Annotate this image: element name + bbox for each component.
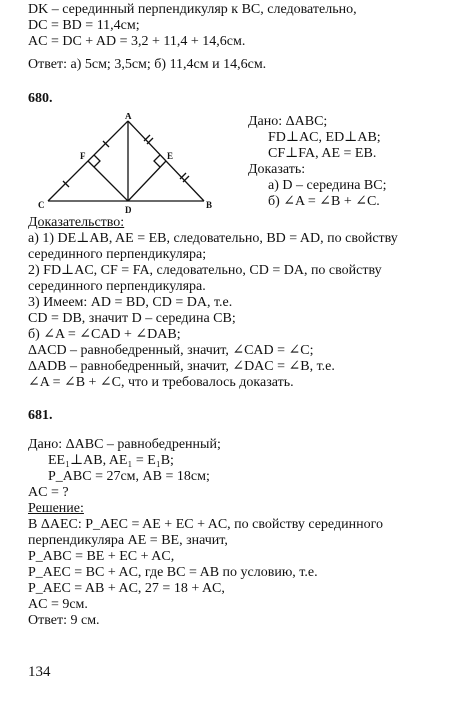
solution-line: P_AEC = BC + AC, где BC = AB по условию, т.е. [28, 565, 318, 580]
proof-line: б) ∠A = ∠CAD + ∠DAB; [28, 327, 181, 342]
solution-heading: Решение: [28, 501, 84, 516]
problem-number-681: 681. [28, 408, 53, 423]
solution-line: AC = 9см. [28, 597, 88, 612]
proof-line: а) 1) DE⊥AB, AE = EB, следовательно, BD = AD, по свойству [28, 231, 398, 246]
proof-line: ΔACD – равнобедренный, значит, ∠CAD = ∠C; [28, 343, 314, 358]
proof-line: серединного перпендикуляра; [28, 247, 207, 262]
triangle-figure [36, 113, 226, 215]
proof-heading: Доказательство: [28, 215, 125, 230]
solution-line: перпендикуляра AE = BE, значит, [28, 533, 228, 548]
page-number: 134 [28, 664, 51, 680]
prove-label: Доказать: [248, 162, 306, 177]
proof-line: серединного перпендикуляра. [28, 279, 206, 294]
text-line: DC = BD = 11,4см; [28, 18, 140, 33]
given-line: EE₁⊥AB, AE₁ = E₁B; [48, 453, 174, 468]
proof-line: CD = DB, значит D – середина CB; [28, 311, 236, 326]
given-line: FD⊥AC, ED⊥AB; [268, 130, 381, 145]
question-line: AC = ? [28, 485, 69, 500]
given-line: Дано: ΔABC – равнобедренный; [28, 437, 221, 452]
solution-line: В ΔAEC: P_AEC = AE + EC + AC, по свойству серединного [28, 517, 383, 532]
label-d: D [125, 205, 132, 215]
solution-line: P_AEC = AB + AC, 27 = 18 + AC, [28, 581, 225, 596]
label-a: A [125, 113, 132, 121]
given-line: Дано: ΔABC; [248, 114, 328, 129]
label-c: C [38, 200, 45, 210]
problem-number-680: 680. [28, 91, 53, 106]
proof-line: ΔADB – равнобедренный, значит, ∠DAC = ∠B, т.е. [28, 359, 335, 374]
proof-line: ∠A = ∠B + ∠C, что и требовалось доказать. [28, 375, 294, 390]
prove-line: б) ∠A = ∠B + ∠C. [268, 194, 380, 209]
label-b: B [206, 200, 213, 210]
label-f: F [80, 151, 86, 161]
proof-line: 2) FD⊥AC, CF = FA, следовательно, CD = DA, по свойству [28, 263, 382, 278]
label-e: E [167, 151, 174, 161]
proof-line: 3) Имеем: AD = BD, CD = DA, т.е. [28, 295, 233, 310]
answer-line: Ответ: 9 см. [28, 613, 100, 628]
answer-line: Ответ: а) 5см; 3,5см; б) 11,4см и 14,6см. [28, 57, 267, 72]
solution-line: P_ABC = BE + EC + AC, [28, 549, 175, 564]
prove-line: а) D – середина BC; [268, 178, 387, 193]
text-line: DK – серединный перпендикуляр к BC, следовательно, [28, 2, 357, 17]
given-line: CF⊥FA, AE = EB. [268, 146, 377, 161]
given-line: P_ABC = 27см, AB = 18см; [48, 469, 210, 484]
text-line: AC = DC + AD = 3,2 + 11,4 + 14,6см. [28, 34, 246, 49]
